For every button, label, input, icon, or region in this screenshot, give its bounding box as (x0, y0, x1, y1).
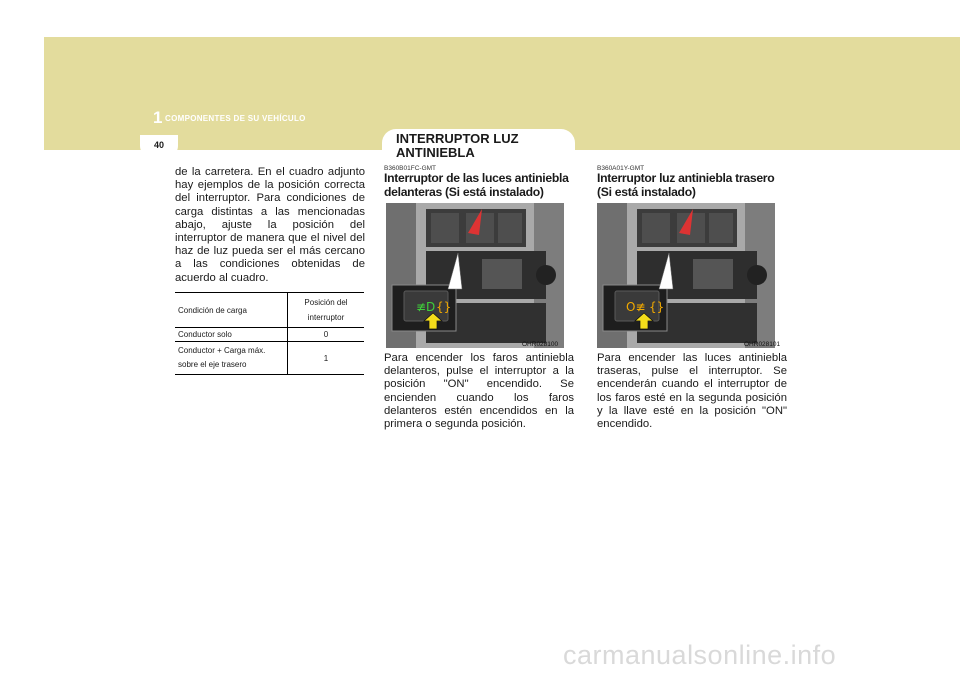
right-paragraph: Para encender las luces antiniebla traseras, pulse el interruptor. Se encenderán cuando el interruptor de los faros esté en la segunda posición y la llave esté en la posición "ON" encendido. (597, 352, 787, 431)
row-condition: Conductor solo (175, 328, 288, 342)
section-title: INTERRUPTOR LUZ ANTINIEBLA (396, 131, 519, 160)
table-row (175, 342, 364, 375)
dashboard-illustration (597, 203, 775, 348)
row-position: 0 (288, 328, 365, 342)
middle-paragraph: Para encender los faros antiniebla delanteros, pulse el interruptor a la posición "ON" encendido. Se encienden cuando los faros delanteros estén encendidos en la primera o segunda posición. (384, 352, 574, 431)
header-position: Posición del interruptor (288, 293, 365, 328)
chapter-number: 1 (153, 108, 163, 127)
table-header-row (175, 293, 364, 328)
rear-fog-light-icon (626, 300, 664, 314)
table-row (175, 328, 364, 342)
left-paragraph: de la carretera. En el cuadro adjunto hay ejemplos de la posición correcta del interruptor. Para condiciones de carga distintas a las mencionadas abajo, ajuste la posición del interruptor de manera que el nivel del haz de luz pueda ser el más cercano a las condiciones obtenidas de acuerdo al cuadro. (175, 166, 365, 284)
middle-figure-code: OHR028100 (522, 341, 559, 348)
dashboard-illustration (386, 203, 564, 348)
row-position: 1 (288, 342, 365, 375)
right-figure-code: OHR028101 (744, 341, 781, 348)
front-fog-switch-figure (386, 203, 564, 348)
watermark: carmanualsonline.info (563, 640, 837, 670)
svg-text:O≢: O≢ (626, 300, 646, 314)
right-subhead: Interruptor luz antiniebla trasero (Si está instalado) (597, 171, 775, 199)
front-fog-light-icon (416, 300, 451, 314)
header-condition: Condición de carga (175, 293, 288, 328)
row-condition: Conductor + Carga máx. sobre el eje trasero (175, 342, 288, 375)
rear-fog-switch-figure (597, 203, 775, 348)
chapter-title: COMPONENTES DE SU VEHÍCULO (165, 114, 306, 123)
page-number: 40 (153, 140, 164, 150)
load-condition-table (175, 292, 364, 375)
svg-text:≢D: ≢D (416, 300, 436, 314)
middle-subhead: Interruptor de las luces antiniebla delanteras (Si está instalado) (384, 171, 569, 199)
right-code: B360A01Y-GMT (597, 165, 645, 172)
middle-code: B360B01FC-GMT (384, 165, 437, 172)
svg-text:{}: {} (436, 300, 452, 314)
svg-text:{}: {} (649, 300, 665, 314)
